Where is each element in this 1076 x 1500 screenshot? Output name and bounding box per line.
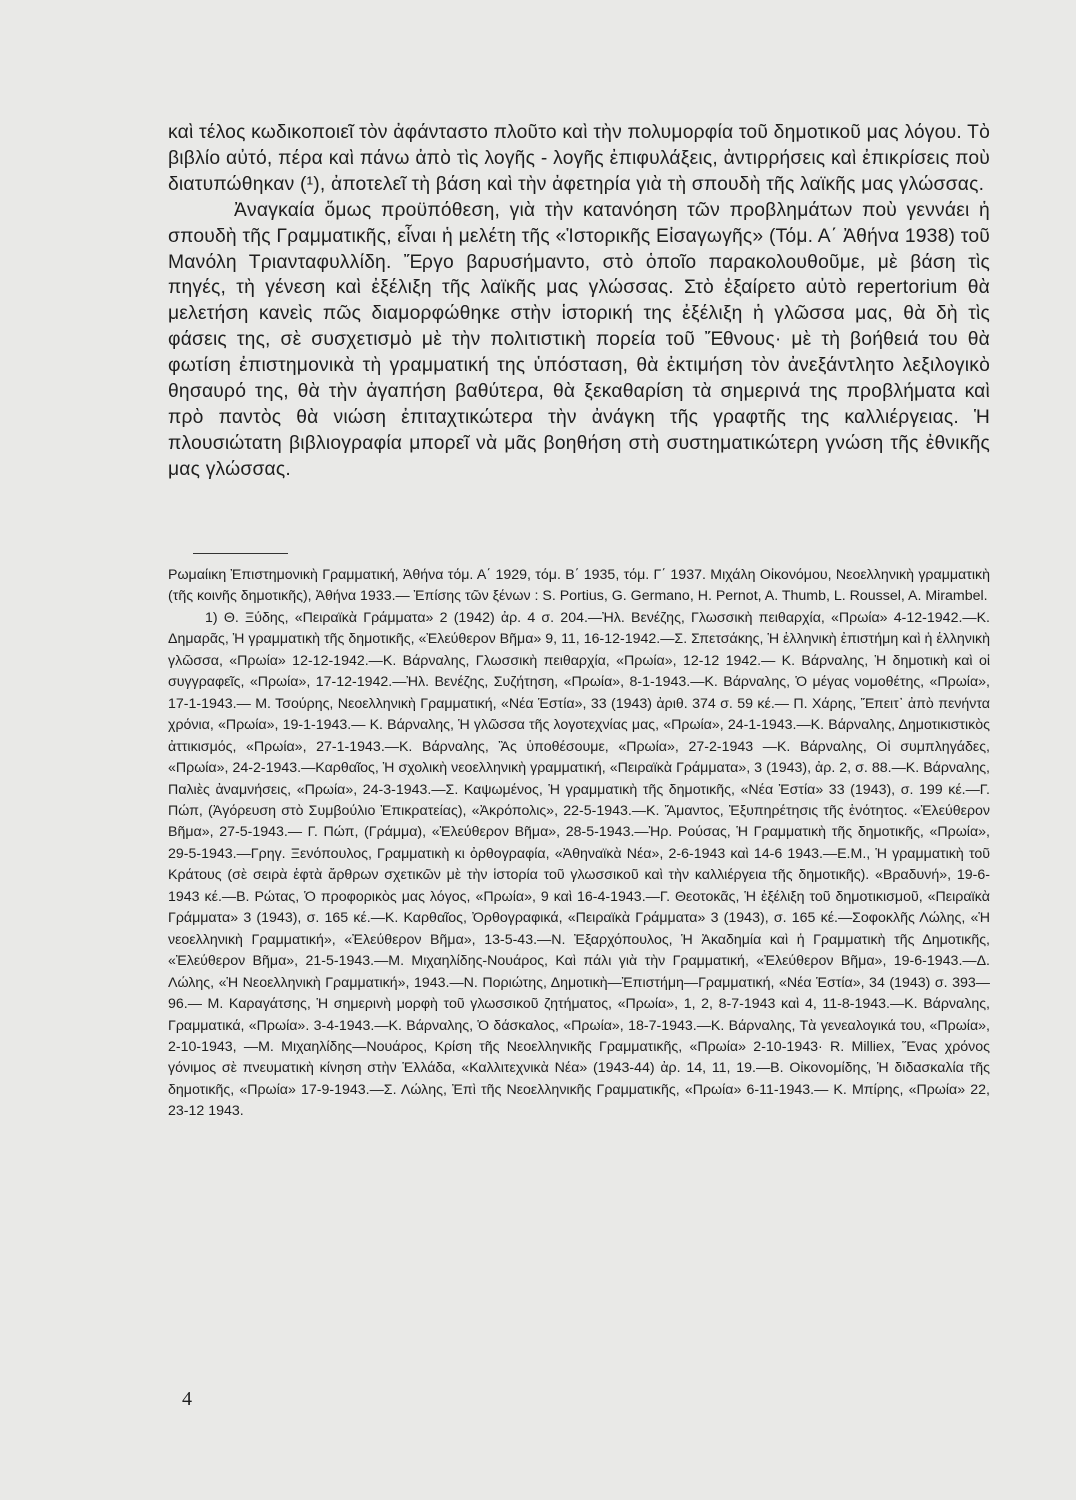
- page-number: 4: [182, 1388, 192, 1410]
- main-text: [168, 120, 990, 483]
- footnote-separator: [193, 553, 288, 554]
- paragraph-2: Ἀναγκαία ὅμως προϋπόθεση, γιὰ τὴν κατανόηση τῶν προβλημάτων ποὺ γεννάει ἡ σπουδὴ τῆς Γραμματικῆς, εἶναι ἡ μελέτη τῆς «Ἱστορικῆς Εἰσαγωγῆς» (Τόμ. Α΄ Ἀθήνα 1938) τοῦ Μανόλη Τριανταφυλλίδη. Ἔργο βαρυσήμαντο, στὸ ὁποῖο παρακολουθοῦμε, μὲ βάση τὶς πηγές, τὴ γένεση καὶ ἐξέλιξη τῆς λαϊκῆς μας γλώσσας. Στὸ ἐξαίρετο αὐτὸ repertorium θὰ μελετήση κανεὶς πῶς διαμορφώθηκε στὴν ἱστορική της ἐξέλιξη ἡ γλῶσσα μας, θὰ δὴ τὶς φάσεις της, σὲ συσχετισμὸ μὲ τὴν πολιτιστικὴ πορεία τοῦ Ἔθνους· μὲ τὴ βοήθειά του θὰ φωτίση ἐπιστημονικὰ τὴ γραμματική της ὑπόσταση, θὰ ἐκτιμήση τὸν ἀνεξάντλητο λεξιλογικὸ θησαυρό της, θὰ τὴν ἀγαπήση βαθύτερα, θὰ ξεκαθαρίση τὰ σημερινά της προβλήματα καὶ πρὸ παντὸς θὰ νιώση ἐπιταχτικώτερα τὴν ἀνάγκη τῆς γραφτῆς της καλλιέργειας. Ἡ πλουσιώτατη βιβλιογραφία μπορεῖ νὰ μᾶς βοηθήση στὴ συστηματικώτερη γνώση τῆς ἐθνικῆς μας γλώσσας.: [168, 199, 990, 480]
- footnotes: [168, 565, 990, 1123]
- footnote-1: 1) Θ. Ξύδης, «Πειραϊκὰ Γράμματα» 2 (1942) ἀρ. 4 σ. 204.—Ἠλ. Βενέζης, Γλωσσικὴ πειθαρχία, «Πρωία» 4-12-1942.—Κ. Δημαρᾶς, Ἡ γραμματικὴ τῆς δημοτικῆς, «Ἐλεύθερον Βῆμα» 9, 11, 16-12-1942.—Σ. Σπετσάκης, Ἡ ἑλληνικὴ ἐπιστήμη καὶ ἡ ἑλληνικὴ γλῶσσα, «Πρωία» 12-12-1942.—Κ. Βάρναλης, Γλωσσικὴ πειθαρχία, «Πρωία», 12-12 1942.— Κ. Βάρναλης, Ἡ δημοτικὴ καὶ οἱ συγγραφεῖς, «Πρωία», 17-12-1942.—Ἠλ. Βενέζης, Συζήτηση, «Πρωία», 8-1-1943.—Κ. Βάρναλης, Ὁ μέγας νομοθέτης, «Πρωία», 17-1-1943.— Μ. Τσούρης, Νεοελληνικὴ Γραμματική, «Νέα Ἑστία», 33 (1943) ἀριθ. 374 σ. 59 κέ.— Π. Χάρης, Ἔπειτ᾿ ἀπὸ πενήντα χρόνια, «Πρωία», 19-1-1943.— Κ. Βάρναλης, Ἡ γλῶσσα τῆς λογοτεχνίας μας, «Πρωία», 24-1-1943.—Κ. Βάρναλης, Δημοτικιστικὸς ἀττικισμός, «Πρωία», 27-1-1943.—Κ. Βάρναλης, Ἂς ὑποθέσουμε, «Πρωία», 27-2-1943 —Κ. Βάρναλης, Οἱ συμπληγάδες, «Πρωία», 24-2-1943.—Καρθαῖος, Ἡ σχολικὴ νεοελληνικὴ γραμματική, «Πειραϊκὰ Γράμματα», 3 (1943), ἀρ. 2, σ. 88.—Κ. Βάρναλης, Παλιὲς ἀναμνήσεις, «Πρωία», 24-3-1943.—Σ. Καψωμένος, Ἡ γραμματικὴ τῆς δημοτικῆς, «Νέα Ἑστία» 33 (1943), σ. 199 κέ.—Γ. Πώπ, (Ἀγόρευση στὸ Συμβούλιο Ἐπικρατείας), «Ἀκρόπολις», 22-5-1943.—Κ. Ἄμαντος, Ἐξυπηρέτησις τῆς ἑνότητος. «Ἐλεύθερον Βῆμα», 27-5-1943.— Γ. Πώπ, (Γράμμα), «Ἐλεύθερον Βῆμα», 28-5-1943.—Ἠρ. Ρούσας, Ἡ Γραμματικὴ τῆς δημοτικῆς, «Πρωία», 29-5-1943.—Γρηγ. Ξενόπουλος, Γραμματικὴ κι ὀρθογραφία, «Ἀθηναϊκὰ Νέα», 2-6-1943 καὶ 14-6 1943.—Ε.Μ., Ἡ γραμματικὴ τοῦ Κράτους (σὲ σειρὰ ἑφτὰ ἄρθρων σχετικῶν μὲ τὴν ἱστορία τοῦ γλωσσικοῦ καὶ τὴν καλλιέργεια τῆς δημοτικῆς). «Βραδυνή», 19-6-1943 κέ.—Β. Ρώτας, Ὁ προφορικὸς μας λόγος, «Πρωία», 9 καὶ 16-4-1943.—Γ. Θεοτοκᾶς, Ἡ ἐξέλιξη τοῦ δημοτικισμοῦ, «Πειραϊκὰ Γράμματα» 3 (1943), σ. 165 κέ.—Κ. Καρθαῖος, Ὀρθογραφικά, «Πειραϊκὰ Γράμματα» 3 (1943), σ. 165 κέ.—Σοφοκλῆς Λώλης, «Ἡ νεοελληνικὴ Γραμματική», «Ἐλεύθερον Βῆμα», 13-5-43.—Ν. Ἐξαρχόπουλος, Ἡ Ἀκαδημία καὶ ἡ Γραμματικὴ τῆς Δημοτικῆς, «Ἐλεύθερον Βῆμα», 21-5-1943.—Μ. Μιχαηλίδης-Νουάρος, Καὶ πάλι γιὰ τὴν Γραμματική, «Ἐλεύθερον Βῆμα», 19-6-1943.—Δ. Λώλης, «Ἡ Νεοελληνικὴ Γραμματική», 1943.—Ν. Ποριώτης, Δημοτικὴ—Ἐπιστήμη—Γραμματική, «Νέα Ἑστία», 34 (1943) σ. 393—96.— Μ. Καραγάτσης, Ἡ σημερινὴ μορφὴ τοῦ γλωσσικοῦ ζητήματος, «Πρωία», 1, 2, 8-7-1943 καὶ 4, 11-8-1943.—Κ. Βάρναλης, Γραμματικά, «Πρωία». 3-4-1943.—Κ. Βάρναλης, Ὁ δάσκαλος, «Πρωία», 18-7-1943.—Κ. Βάρναλης, Τὰ γενεαλογικά του, «Πρωία», 2-10-1943, —Μ. Μιχαηλίδης—Νουάρος, Κρίση τῆς Νεοελληνικῆς Γραμματικῆς, «Πρωία» 2-10-1943· R. Milliex, Ἕνας χρόνος γόνιμος σὲ πνευματικὴ κίνηση στὴν Ἑλλάδα, «Καλλιτεχνικὰ Νέα» (1943-44) ἀρ. 14, 11, 19.—Β. Οἰκονομίδης, Ἡ διδασκαλία τῆς δημοτικῆς, «Πρωία» 17-9-1943.—Σ. Λώλης, Ἐπὶ τῆς Νεοελληνικῆς Γραμματικῆς, «Πρωία» 6-11-1943.— Κ. Μπίρης, «Πρωία» 22, 23-12 1943.: [168, 609, 990, 1120]
- footnote-grammar-list: Ρωμαίικη Ἐπιστημονικὴ Γραμματική, Ἀθήνα τόμ. Α΄ 1929, τόμ. Β΄ 1935, τόμ. Γ΄ 1937. Μιχάλη Οἰκονόμου, Νεοελληνικὴ γραμματικὴ (τῆς κοινῆς δημοτικῆς), Ἀθήνα 1933.— Ἐπίσης τῶν ξένων : S. Portius, G. Germano, H. Pernot, A. Thumb, L. Roussel, A. Mirambel.: [168, 567, 990, 605]
- paragraph-1: καὶ τέλος κωδικοποιεῖ τὸν ἀφάνταστο πλοῦτο καὶ τὴν πολυμορφία τοῦ δημοτικοῦ μας λόγου. Τὸ βιβλίο αὐτό, πέρα καὶ πάνω ἀπὸ τὶς λογῆς - λογῆς ἐπιφυλάξεις, ἀντιρρήσεις καὶ ἐπικρίσεις ποὺ διατυπώθηκαν (¹), ἀποτελεῖ τὴ βάση καὶ τὴν ἀφετηρία γιὰ τὴ σπουδὴ τῆς λαϊκῆς μας γλώσσας.: [168, 122, 990, 195]
